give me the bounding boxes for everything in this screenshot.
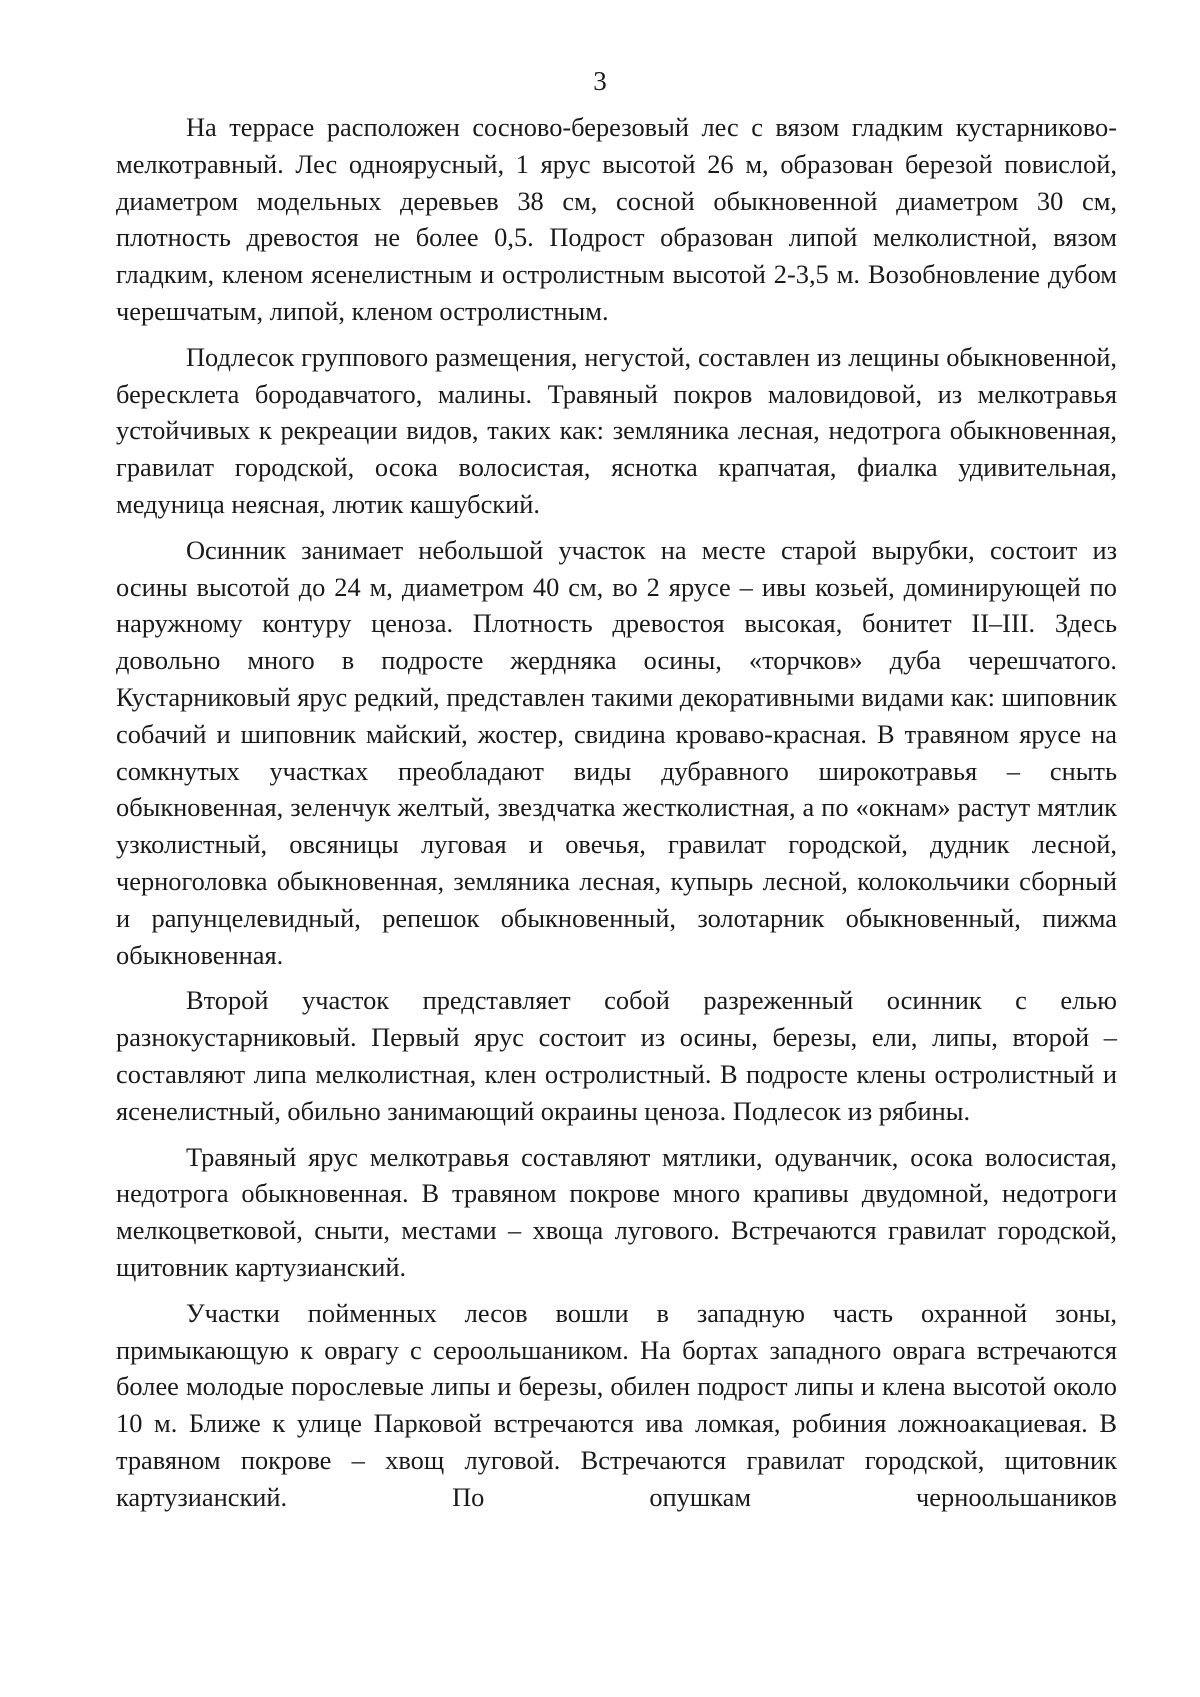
paragraph-6: Участки пойменных лесов вошли в западную часть охранной зоны, примыкающую к оврагу с сероольшаником. На бортах западного оврага встречаются более молодые порослевые липы и березы, обилен подрост липы и клена высотой около 10 м. Ближе к улице Парковой встречаются ива ломкая, робиния ложноакациевая. В травяном покрове – хвощ луговой. Встречаются гравилат городской, щитовник картузианский. По опушкам черноольшаников [116,1297,1117,1512]
page-number: 3 [593,66,607,96]
paragraph-3: Осинник занимает небольшой участок на месте старой вырубки, состоит из осины высотой до 24 м, диаметром 40 см, во 2 ярусе – ивы козьей, доминирующей по наружному контуру ценоза. Плотность древостоя высокая, бонитет II–III. Здесь довольно много в подросте жердняка осины, «торчков» дуба черешчатого. Кустарниковый ярус редкий, представлен такими декоративными видами как: шиповник собачий и шиповник майский, жостер, свидина кроваво-красная. В травяном ярусе на сомкнутых участках преобладают виды дубравного широкотравья – сныть обыкновенная, зеленчук желтый, звездчатка жестколистная, а по «окнам» растут мятлик узколистный, овсяницы луговая и овечья, гравилат городской, дудник лесной, черноголовка обыкновенная, земляника лесная, купырь лесной, колокольчики сборный и рапунцелевидный, репешок обыкновенный, золотарник обыкновенный, пижма обыкновенная. [116,534,1117,970]
paragraph-4: Второй участок представляет собой разреженный осинник с елью разнокустарниковый. Первый ярус состоит из осины, березы, ели, липы, второй – составляют липа мелколистная, клен остролистный. В подросте клены остролистный и ясенелистный, обильно занимающий окраины ценоза. Подлесок из рябины. [116,985,1117,1126]
paragraph-2: Подлесок группового размещения, негустой, составлен из лещины обыкновенной, бересклета бородавчатого, малины. Травяный покров маловидовой, из мелкотравья устойчивых к рекреации видов, таких как: земляника лесная, недотрога обыкновенная, гравилат городской, осока волосистая, яснотка крапчатая, фиалка удивительная, медуница неясная, лютик кашубский. [116,341,1117,519]
paragraph-1: На террасе расположен сосново-березовый лес с вязом гладким кустарниково-мелкотравный. Лес одноярусный, 1 ярус высотой 26 м, образован березой повислой, диаметром модельных деревьев 38 см, сосной обыкновенной диаметром 30 см, плотность древостоя не более 0,5. Подрост образован липой мелколистной, вязом гладким, кленом ясенелистным и остролистным высотой 2-3,5 м. Возобновление дубом черешчатым, липой, кленом остролистным. [116,112,1117,326]
paragraph-5: Травяный ярус мелкотравья составляют мятлики, одуванчик, осока волосистая, недотрога обыкновенная. В травяном покрове много крапивы двудомной, недотроги мелкоцветковой, сныти, местами – хвоща лугового. Встречаются гравилат городской, щитовник картузианский. [116,1141,1117,1282]
document-body [116,109,1117,1515]
